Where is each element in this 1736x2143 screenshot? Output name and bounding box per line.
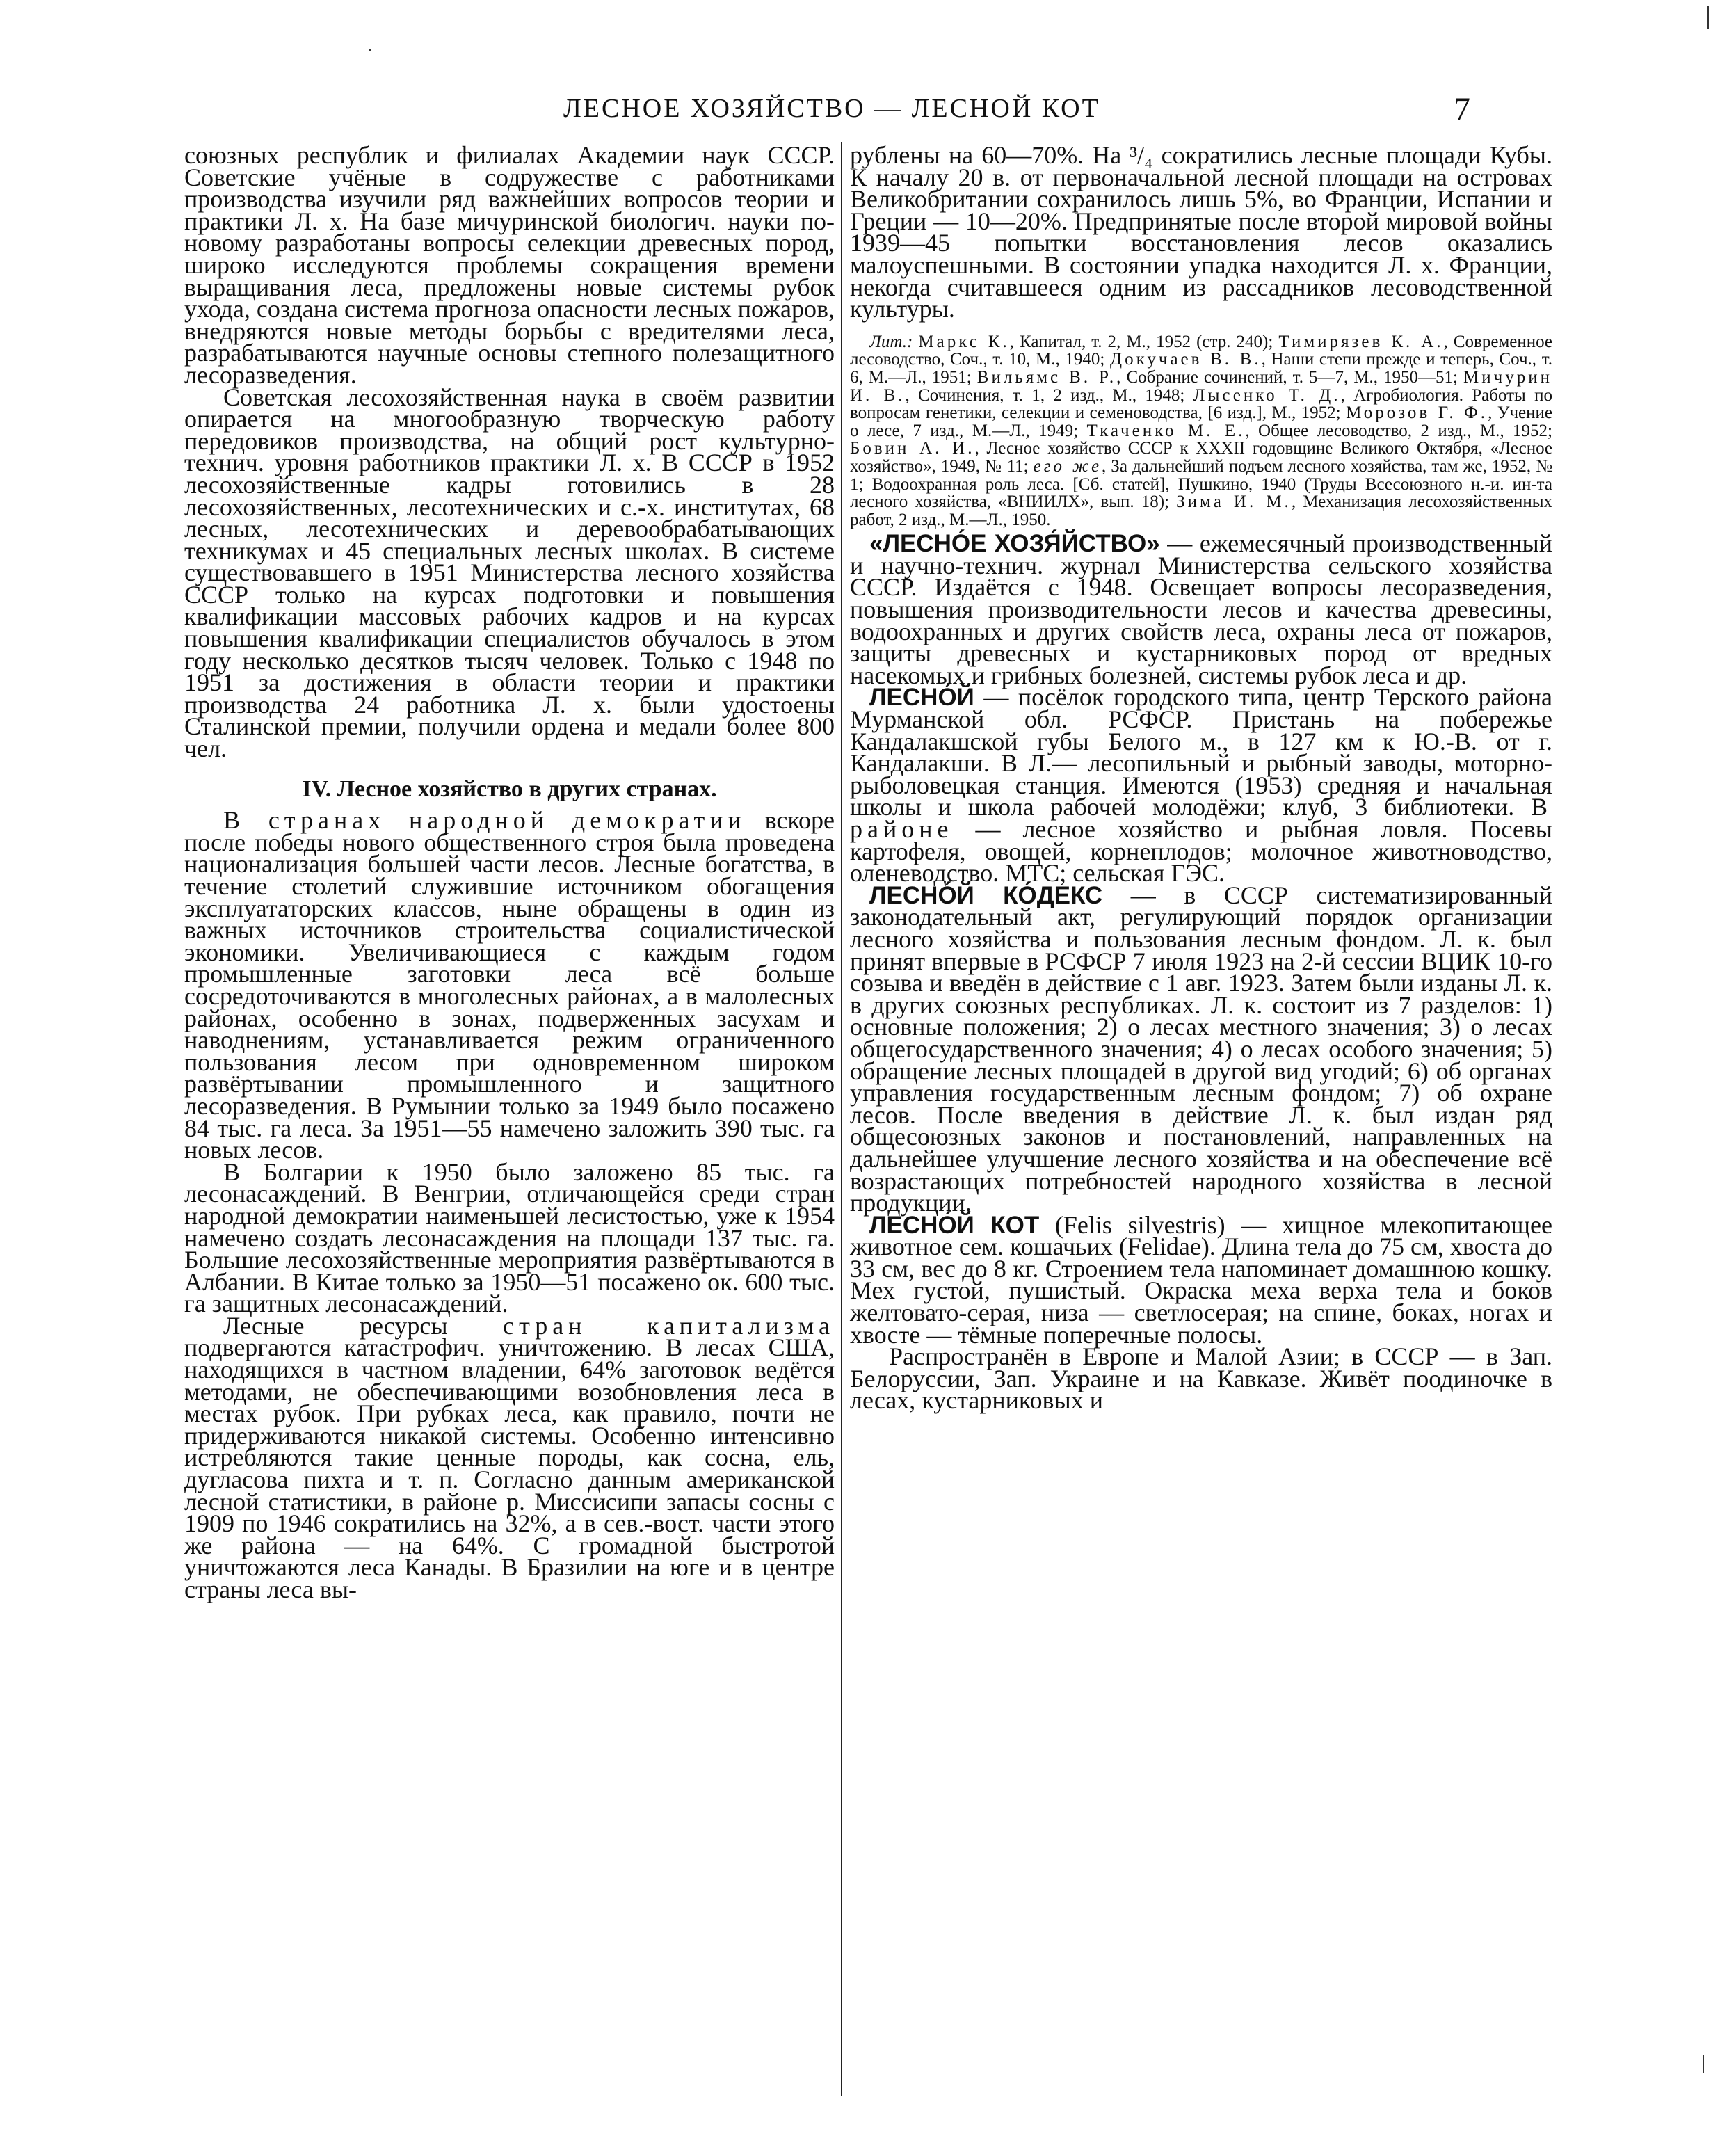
entry-lesnoi-kodeks	[850, 881, 1552, 1217]
page-number: 7	[1454, 91, 1470, 128]
bib-text: , Учение о лесе, 7 изд., М.—Л., 1949;	[850, 403, 1553, 440]
paragraph-text: вскоре после победы нового общественного строя была проведена национализация большей части лесов. Лесные богатства, в течение столетий служившие источником обогащения эксплуататорских классов, ныне обращены в один из важных источников строительства социалистической экономики. Увеличивающиеся с каждым годом промышленные заготовки леса всё больше сосредоточиваются в многолесных районах, а в малолесных районах, особенно в зонах, подверженных засухам и наводнениям, устанавливается режим ограниченного пользования лесом при одновременном широком развёртывании промышленного и защитного лесоразведения. В Румынии только за 1949 было посажено 84 тыс. га леса. За 1951—55 намечено заложить 390 тыс. га новых лесов.	[184, 806, 835, 1164]
column-divider	[841, 142, 842, 2096]
paragraph: союзных республик и филиалах Академии наук СССР. Советские учёные в содружестве с работниками производства изучили ряд важнейших вопросов теории и практики Л. х. На базе мичуринской биологич. науки по-новому разработаны вопросы селекции древесных пород, широко исследуются проблемы сокращения времени выращивания леса, предложены новые системы рубок ухода, создана система прогноза опасности лесных пожаров, внедряются новые методы борьбы с вредителями леса, разрабатываются научные основы степного полезащитного лесоразведения.	[184, 141, 835, 389]
scan-mark-bottom	[1703, 2055, 1704, 2073]
bib-author: Лысенко Т. Д.	[1193, 385, 1341, 405]
entry-text: — ежемесячный производственный и научно-технич. журнал Министерства сельского хозяйства СССР. Издаётся с 1948. Освещает вопросы лесоразведения, повышения производительности лесов и качества древесины, водоохранных и других свойств леса, охраны леса от пожаров, защиты древесных и кустарниковых пород от вредных насекомых и грибных болезней, системы рубок леса и др.	[850, 529, 1552, 689]
bib-author: Тимирязев К. А.	[1278, 332, 1444, 351]
bib-text: , Капитал, т. 2, М., 1952 (стр. 240);	[1009, 332, 1273, 351]
bib-text: , За дальнейший подъем лесного хозяйства, там же, 1952, № 1; Водоохранная роль леса. [Сб. статей], Пушкино, 1940 (Труды Всесоюзного н.-и. ин-та лесного хозяйства, «ВНИИЛХ», вып. 18);	[850, 456, 1553, 512]
entry-lemma: ЛЕСНО́Й КО́ДЕКС	[869, 881, 1103, 909]
running-header-title: ЛЕСНОЕ ХОЗЯЙСТВО — ЛЕСНОЙ КОТ	[563, 94, 1100, 123]
bib-label: Лит.:	[869, 332, 913, 351]
paragraph-text: Лесные ресурсы	[223, 1311, 448, 1340]
left-column	[184, 141, 835, 1603]
bibliography	[850, 333, 1552, 529]
paragraph: Советская лесохозяйственная наука в своём развитии опирается на многообразную творческую работу передовиков производства, на общий рост культурно-технич. уровня работников практики Л. х. В СССР в 1952 лесохозяйственные кадры готовились в 28 лесохозяйственных, лесотехнических и с.-х. институтах, 68 лесных, лесотехнических и деревообрабатывающих техникумах и 45 специальных лесных школах. В системе существовавшего в 1951 Министерства лесного хозяйства СССР только на курсах подготовки и повышения квалификации массовых рабочих кадров и на курсах повышения квалификации специалистов обучалось в этом году несколько десятков тысяч человек. Только с 1948 по 1951 за достижения в области теории и практики производства 24 работника Л. х. были удостоены Сталинской премии, получили ордена и медали более 800 чел.	[184, 383, 835, 763]
bib-author: Вильямс В. Р.	[976, 367, 1117, 387]
bib-author: Зима И. М.	[1176, 492, 1292, 512]
bib-text: , Механизация лесохозяйственных работ, 2 изд., М.—Л., 1950.	[850, 492, 1553, 529]
right-column	[850, 141, 1553, 1415]
entry-lemma: ЛЕСНО́Й КОТ	[869, 1211, 1040, 1239]
scan-mark-corner	[1707, 6, 1709, 29]
bib-author: Мичурин И. В.	[850, 367, 1552, 405]
paragraph: рублены на 60—70%. На ³/₄ сократились лесные площади Кубы. К началу 20 в. от первоначальной лесной площади на островах Великобритании сохранилось лишь 5%, во Франции, Испании и Греции — 10—20%. Предпринятые после второй мировой войны 1939—45 попытки восстановления лесов оказались малоуспешными. В состоянии упадка находится Л. х. Франции, некогда считавшееся одним из рассадников лесоводственной культуры.	[850, 141, 1552, 323]
bib-text: , Лесное хозяйство СССР к XXXII годовщине Великого Октября, «Лесное хозяйство», 1949, № 11;	[850, 439, 1552, 476]
bib-author: Маркс К.	[918, 332, 1010, 351]
spaced-emphasis: стран капитализма	[503, 1311, 835, 1340]
bib-text: , Общее лесоводство, 2 изд., М., 1952;	[1245, 421, 1552, 440]
bib-author: Бовин А. И.	[850, 439, 975, 458]
entry-lesnoi	[850, 683, 1553, 888]
spaced-emphasis: В странах народной демократии	[223, 806, 746, 835]
entry-lemma: ЛЕСНО́Й	[869, 684, 974, 712]
entry-lemma: «ЛЕСНО́Е ХОЗЯ́ЙСТВО»	[869, 530, 1160, 558]
paragraph	[184, 806, 835, 1164]
bib-author: Ткаченко М. Е.	[1086, 421, 1246, 440]
paragraph	[184, 1311, 835, 1603]
spaced-emphasis: В районе	[850, 793, 1553, 843]
scan-mark-top	[369, 49, 371, 51]
bib-author: его же	[1033, 456, 1102, 476]
bib-text: , Агробиология. Работы по вопросам генетики, селекции и семеноводства, [6 изд.], М., 1952;	[850, 385, 1553, 423]
bib-text: , Сочинения, т. 1, 2 изд., М., 1948;	[905, 385, 1185, 405]
entry-lesnoi-kot	[850, 1210, 1552, 1349]
bib-author: Докучаев В. В.	[1110, 350, 1262, 369]
bib-text: , Наши степи прежде и теперь, Соч., т. 6, М.—Л., 1951;	[850, 350, 1552, 387]
bib-author: Морозов Г. Ф.	[1346, 403, 1488, 423]
paragraph-text: подвергаются катастрофич. уничтожению. В лесах США, находящихся в частном владении, 64% заготовок ведётся методами, не обеспечивающими возобновления леса в местах рубок. При рубках леса, как правило, почти не придерживаются никакой системы. Особенно интенсивно истребляются такие ценные породы, как сосна, ель, дугласова пихта и т. п. Согласно данным американской лесной статистики, в районе р. Миссисипи запасы сосны с 1909 по 1946 сократились на 32%, а в сев.-вост. части этого же района — на 64%. С громадной быстротой уничтожаются леса Канады. В Бразилии на юге и в центре страны леса вы-	[184, 1333, 835, 1603]
entry-text: — в СССР систематизированный законодательный акт, регулирующий порядок организации лесного хозяйства и пользования лесным фондом. Л. к. был принят впервые в РСФСР 7 июля 1923 на 2-й сессии ВЦИК 10-го созыва и введён в действие с 1 авг. 1923. Затем были изданы Л. к. в других союзных республиках. Л. к. состоит из 7 разделов: 1) основные положения; 2) о лесах местного значения; 3) о лесах общегосударственного значения; 4) о лесах особого значения; 5) обращение лесных площадей в другой вид угодий; 6) об органах управления государственным лесным фондом; 7) об охране лесов. После введения в действие Л. к. был издан ряд общесоюзных законов и постановлений, направленных на дальнейшее улучшение лесного хозяйства и на обеспечение всё возрастающих потребностей народного хозяйства в лесной продукции.	[850, 881, 1552, 1217]
entry-text: — лесное хозяйство и рыбная ловля. Посевы картофеля, овощей, корнеплодов; молочное животноводство, оленеводство. МТС; сельская ГЭС.	[850, 815, 1552, 888]
bib-text: , Современное лесоводство, Соч., т. 10, М., 1940;	[850, 332, 1553, 369]
paragraph: В Болгарии к 1950 было заложено 85 тыс. га лесонасаждений. В Венгрии, отличающейся среди стран народной демократии наименьшей лесистостью, уже к 1954 намечено создать лесонасаждения на площади 137 тыс. га. Большие лесохозяйственные мероприятия развёртываются в Албании. В Китае только за 1950—51 посажено ок. 600 тыс. га защитных лесонасаждений.	[184, 1157, 835, 1318]
bib-text: , Собрание сочинений, т. 5—7, М., 1950—51;	[1116, 367, 1458, 387]
entry-text: (Felis silvestris) — хищное млекопитающее животное сем. кошачьих (Felidae). Длина тела до 75 см, хвоста до 33 см, вес до 8 кг. Строением тела напоминает домашнюю кошку. Мех густой, пушистый. Окраска меха верха тела и боков желтовато-серая, низа — светлосерая; на спине, боках, ногах и хвосте — тёмные поперечные полосы.	[850, 1210, 1552, 1349]
entry-text: — посёлок городского типа, центр Терского района Мурманской обл. РСФСР. Пристань на побережье Кандалакшской губы Белого м., в 127 км к Ю.-В. от г. Кандалакши. В Л.— лесопильный и рыбный заводы, моторно-рыболовецкая станция. Имеются (1953) средняя и начальная школы и школа рабочей молодёжи; клуб, 3 библиотеки.	[850, 683, 1552, 821]
entry-lesnoe-khozyaistvo	[850, 529, 1552, 689]
paragraph: Распространён в Европе и Малой Азии; в СССР — в Зап. Белоруссии, Зап. Украине и на Кавказе. Живёт поодиночке в лесах, кустарниковых и	[850, 1342, 1552, 1415]
section-heading: IV. Лесное хозяйство в других странах.	[302, 776, 717, 802]
